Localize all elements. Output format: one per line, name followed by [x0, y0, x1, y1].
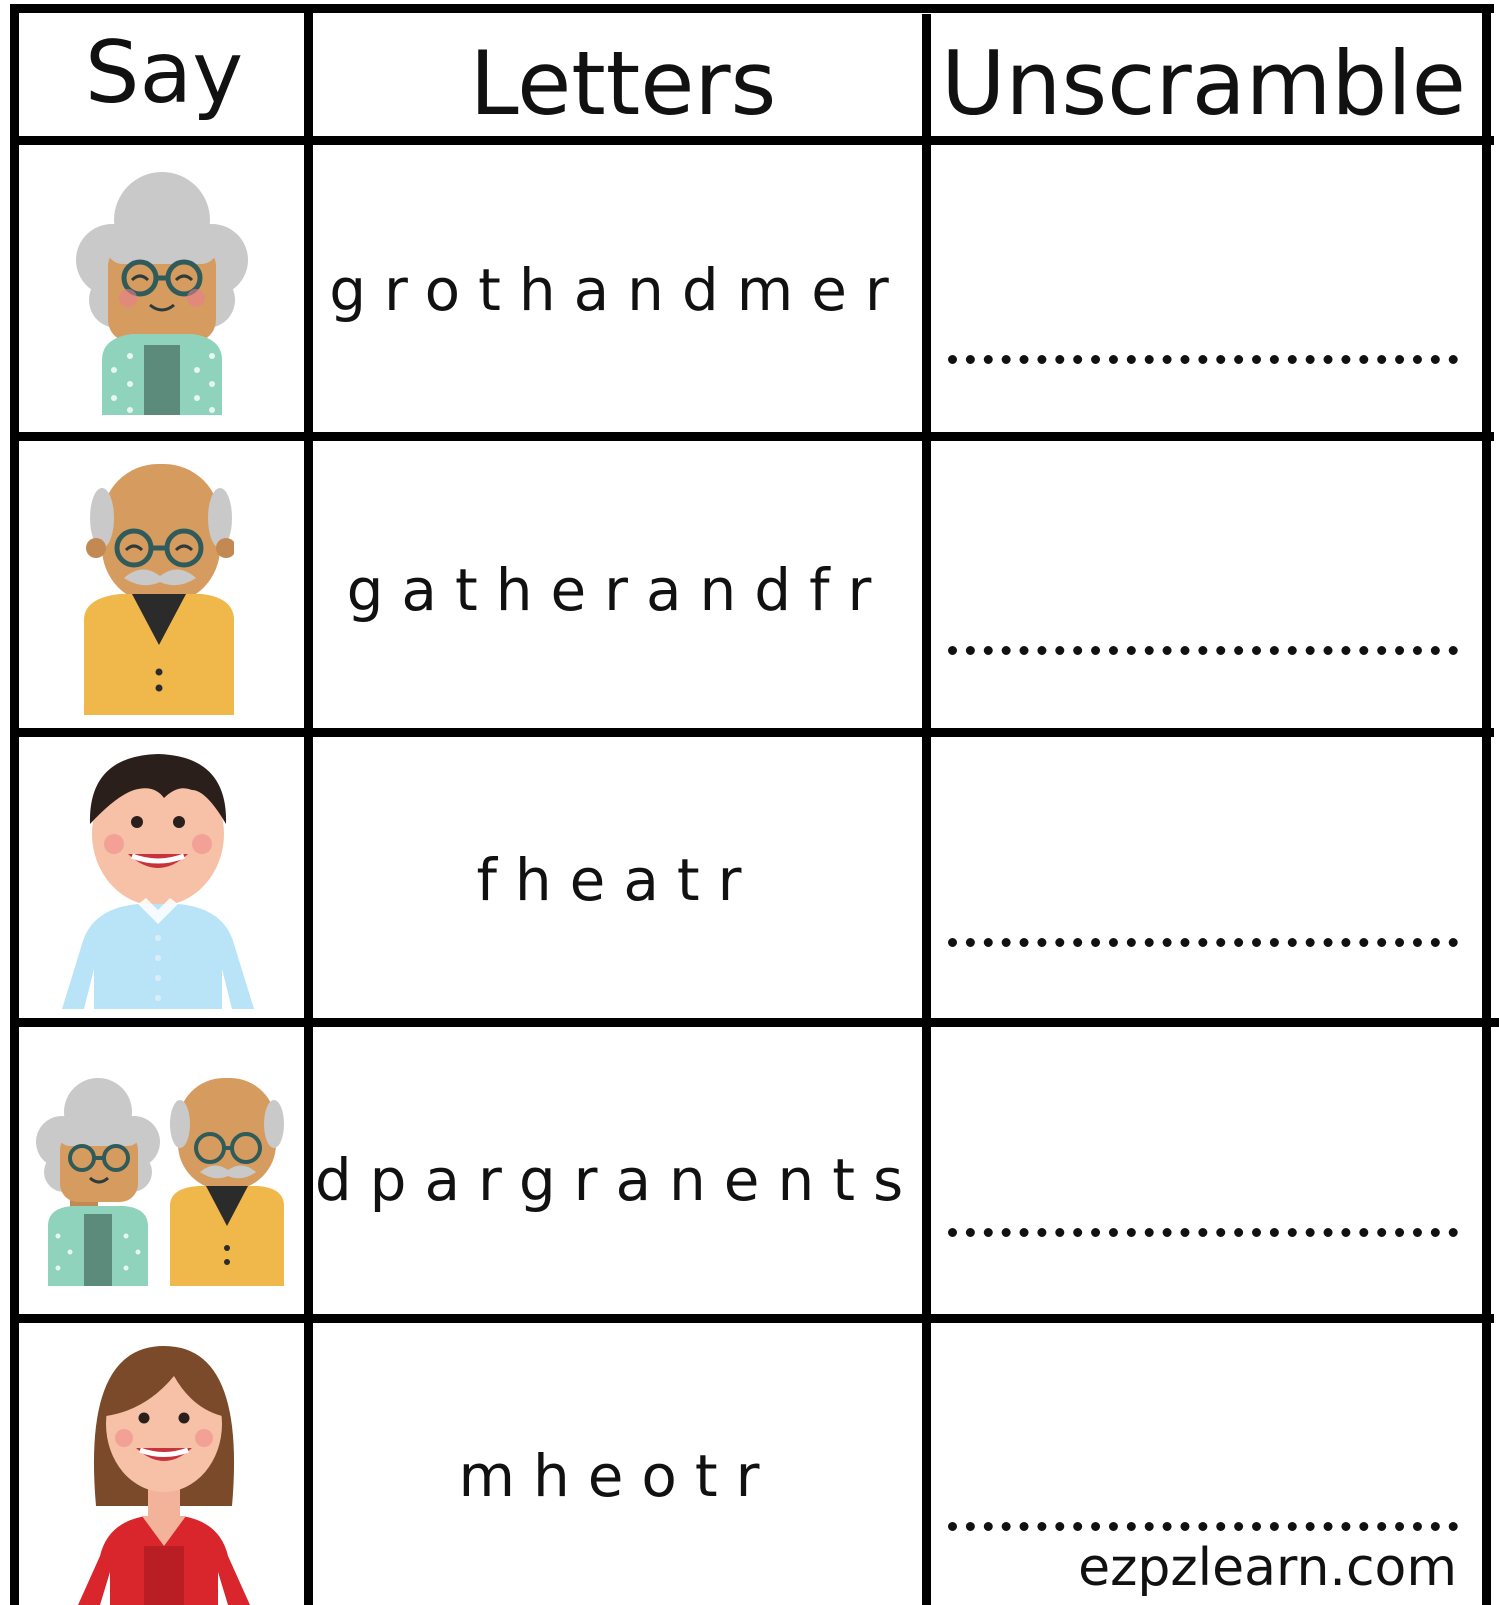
column-divider-2: [922, 14, 931, 1605]
header-unscramble: Unscramble: [941, 31, 1466, 135]
answer-line[interactable]: [948, 1218, 1458, 1237]
row-divider-4: [10, 1314, 1494, 1323]
grandmother-icon: [72, 170, 252, 415]
scrambled-word: dpargranents: [314, 1146, 922, 1214]
mother-icon: [78, 1346, 250, 1605]
header-letters: Letters: [469, 31, 777, 135]
answer-line[interactable]: [948, 345, 1458, 364]
row-divider-2: [10, 728, 1494, 737]
answer-line[interactable]: [948, 636, 1458, 655]
answer-line[interactable]: [948, 1512, 1458, 1531]
column-divider-1: [304, 4, 313, 1605]
scrambled-word: fheatr: [476, 846, 760, 914]
scrambled-word: gatherandfr: [346, 556, 890, 624]
row-divider-1: [10, 432, 1494, 441]
answer-line[interactable]: [948, 928, 1458, 947]
table-border-left: [10, 4, 19, 1605]
grandfather-icon: [84, 460, 234, 715]
scrambled-word: mheotr: [458, 1442, 778, 1510]
grandparents-icon: [26, 1076, 290, 1286]
header-say: Say: [84, 23, 244, 123]
row-divider-3: [18, 1018, 1499, 1027]
father-icon: [62, 754, 254, 1009]
table-border-right: [1482, 4, 1491, 1605]
scrambled-word: grothandmer: [329, 256, 907, 324]
site-watermark: ezpzlearn.com: [1078, 1538, 1457, 1598]
